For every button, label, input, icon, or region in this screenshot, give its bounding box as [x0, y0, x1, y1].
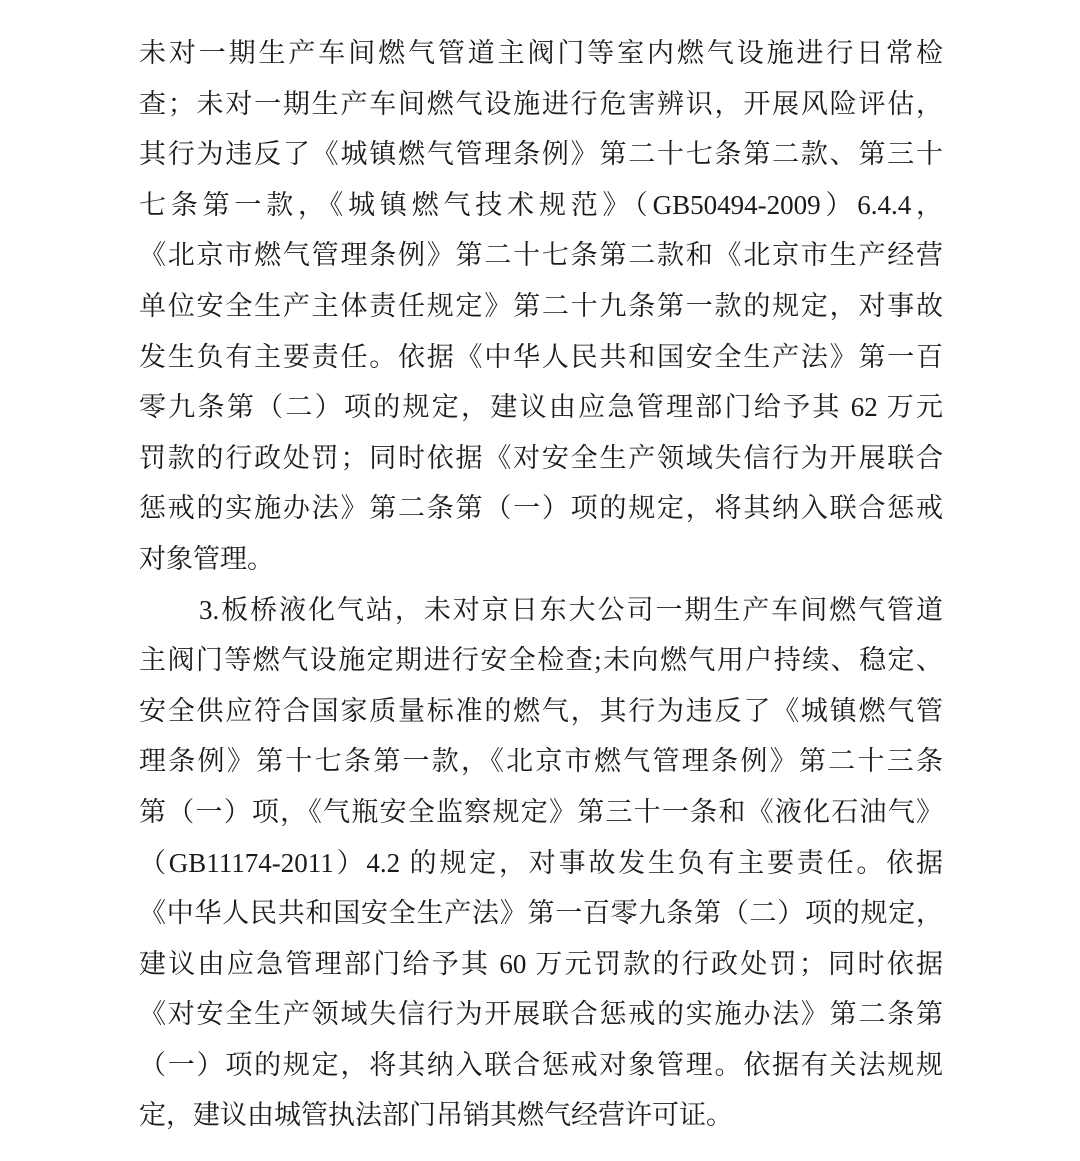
- text-line: 安全供应符合国家质量标准的燃气，其行为违反了《城镇燃气管: [139, 695, 943, 726]
- text-line: 罚款的行政处罚；同时依据《对安全生产领域失信行为开展联合: [139, 442, 943, 473]
- text-line: 发生负有主要责任。依据《中华人民共和国安全生产法》第一百: [139, 341, 943, 372]
- text-line: 理条例》第十七条第一款，《北京市燃气管理条例》第二十三条: [139, 746, 943, 777]
- text-line: （一）项的规定，将其纳入联合惩戒对象管理。依据有关法规规: [139, 1049, 943, 1080]
- text-line: 其行为违反了《城镇燃气管理条例》第二十七条第二款、第三十: [139, 139, 943, 170]
- text-line: 《北京市燃气管理条例》第二十七条第二款和《北京市生产经营: [139, 240, 943, 271]
- text-line: 惩戒的实施办法》第二条第（一）项的规定，将其纳入联合惩戒: [139, 493, 943, 524]
- text-line: （GB11174-2011）4.2 的规定，对事故发生负有主要责任。依据: [139, 847, 943, 878]
- text-line: 单位安全生产主体责任规定》第二十九条第一款的规定，对事故: [139, 290, 943, 321]
- text-line: 七条第一款，《城镇燃气技术规范》（GB50494-2009）6.4.4，: [139, 189, 943, 220]
- text-line: 未对一期生产车间燃气管道主阀门等室内燃气设施进行日常检: [139, 38, 943, 68]
- text-line: 主阀门等燃气设施定期进行安全检查;未向燃气用户持续、稳定、: [139, 645, 943, 676]
- document-text-block: [139, 28, 943, 1141]
- text-line: 定，建议由城管执法部门吊销其燃气经营许可证。: [139, 1100, 733, 1131]
- paragraph: [139, 28, 943, 585]
- text-line: 对象管理。: [139, 543, 274, 574]
- text-line: 查；未对一期生产车间燃气设施进行危害辨识，开展风险评估，: [139, 88, 943, 119]
- text-line: 零九条第（二）项的规定，建议由应急管理部门给予其 62 万元: [139, 392, 943, 423]
- text-line: 《中华人民共和国安全生产法》第一百零九条第（二）项的规定，: [139, 898, 943, 929]
- text-line: 第（一）项，《气瓶安全监察规定》第三十一条和《液化石油气》: [139, 796, 943, 827]
- text-line: 3.板桥液化气站，未对京日东大公司一期生产车间燃气管道: [199, 594, 943, 625]
- text-line: 《对安全生产领域失信行为开展联合惩戒的实施办法》第二条第: [139, 999, 943, 1030]
- paragraph: [139, 585, 943, 1142]
- text-line: 建议由应急管理部门给予其 60 万元罚款的行政处罚；同时依据: [139, 948, 943, 979]
